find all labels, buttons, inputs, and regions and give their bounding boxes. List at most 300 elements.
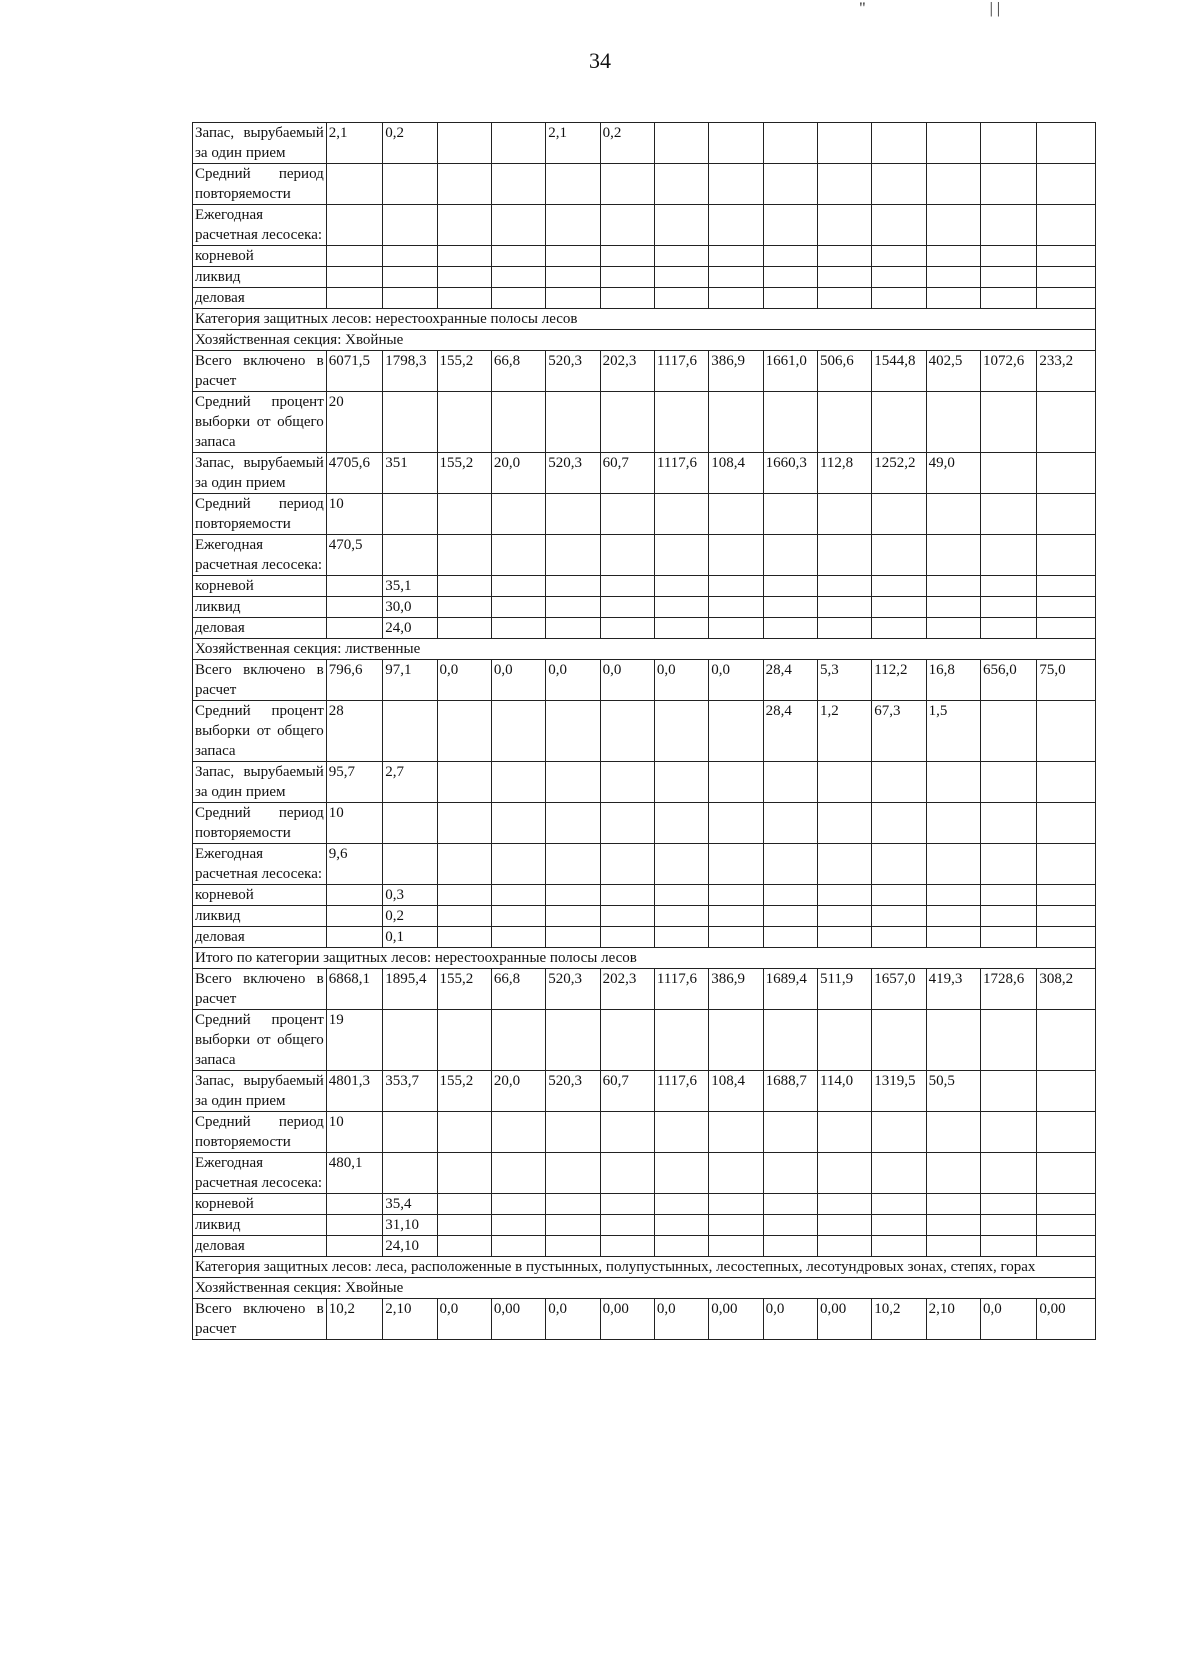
row-label-cell: Средний период повторяемости bbox=[193, 1112, 327, 1153]
value-cell: 155,2 bbox=[437, 1071, 491, 1112]
value-cell bbox=[1037, 885, 1096, 906]
value-cell bbox=[926, 885, 980, 906]
value-cell: 28 bbox=[326, 701, 382, 762]
value-cell bbox=[383, 1153, 437, 1194]
value-cell bbox=[491, 1215, 545, 1236]
value-cell bbox=[872, 1010, 926, 1071]
value-cell: 506,6 bbox=[817, 351, 871, 392]
value-cell: 30,0 bbox=[383, 597, 437, 618]
value-cell bbox=[654, 844, 708, 885]
table-row bbox=[193, 1236, 1096, 1257]
value-cell bbox=[437, 576, 491, 597]
value-cell: 1689,4 bbox=[763, 969, 817, 1010]
value-cell bbox=[600, 246, 654, 267]
table-row bbox=[193, 309, 1096, 330]
value-cell bbox=[600, 906, 654, 927]
value-cell bbox=[1037, 205, 1096, 246]
value-cell bbox=[817, 885, 871, 906]
table-row bbox=[193, 205, 1096, 246]
value-cell bbox=[709, 123, 763, 164]
value-cell bbox=[926, 1194, 980, 1215]
value-cell bbox=[491, 205, 545, 246]
value-cell bbox=[763, 288, 817, 309]
value-cell: 155,2 bbox=[437, 351, 491, 392]
value-cell bbox=[817, 927, 871, 948]
value-cell bbox=[600, 1236, 654, 1257]
value-cell bbox=[926, 844, 980, 885]
value-cell: 60,7 bbox=[600, 1071, 654, 1112]
value-cell bbox=[872, 927, 926, 948]
value-cell bbox=[872, 267, 926, 288]
value-cell: 0,00 bbox=[817, 1299, 871, 1340]
value-cell: 0,0 bbox=[600, 660, 654, 701]
value-cell: 19 bbox=[326, 1010, 382, 1071]
value-cell: 108,4 bbox=[709, 453, 763, 494]
value-cell bbox=[763, 246, 817, 267]
value-cell bbox=[1037, 288, 1096, 309]
value-cell bbox=[817, 597, 871, 618]
value-cell bbox=[654, 1010, 708, 1071]
value-cell bbox=[383, 844, 437, 885]
value-cell: 0,2 bbox=[600, 123, 654, 164]
table-row bbox=[193, 123, 1096, 164]
value-cell: 24,0 bbox=[383, 618, 437, 639]
value-cell: 520,3 bbox=[546, 453, 600, 494]
value-cell bbox=[763, 576, 817, 597]
value-cell: 0,0 bbox=[546, 1299, 600, 1340]
value-cell bbox=[817, 1010, 871, 1071]
value-cell bbox=[709, 597, 763, 618]
value-cell bbox=[326, 164, 382, 205]
value-cell bbox=[980, 885, 1036, 906]
value-cell bbox=[491, 1112, 545, 1153]
row-label-cell: Всего включено в расчет bbox=[193, 969, 327, 1010]
value-cell bbox=[600, 392, 654, 453]
value-cell: 386,9 bbox=[709, 351, 763, 392]
value-cell: 16,8 bbox=[926, 660, 980, 701]
value-cell: 1728,6 bbox=[980, 969, 1036, 1010]
table-row bbox=[193, 844, 1096, 885]
value-cell bbox=[817, 906, 871, 927]
value-cell: 353,7 bbox=[383, 1071, 437, 1112]
table-row bbox=[193, 1153, 1096, 1194]
value-cell bbox=[326, 927, 382, 948]
table-row bbox=[193, 288, 1096, 309]
value-cell: 60,7 bbox=[600, 453, 654, 494]
value-cell bbox=[817, 576, 871, 597]
value-cell bbox=[980, 453, 1036, 494]
value-cell: 114,0 bbox=[817, 1071, 871, 1112]
value-cell bbox=[600, 1153, 654, 1194]
value-cell bbox=[926, 246, 980, 267]
table-row bbox=[193, 1112, 1096, 1153]
value-cell bbox=[546, 288, 600, 309]
value-cell bbox=[1037, 123, 1096, 164]
row-label-cell: Ежегодная расчетная лесосека: bbox=[193, 535, 327, 576]
row-label-cell: Средний период повторяемости bbox=[193, 803, 327, 844]
row-label-cell: Средний период повторяемости bbox=[193, 494, 327, 535]
value-cell bbox=[383, 1010, 437, 1071]
value-cell: 97,1 bbox=[383, 660, 437, 701]
value-cell bbox=[709, 803, 763, 844]
value-cell: 31,10 bbox=[383, 1215, 437, 1236]
value-cell bbox=[491, 762, 545, 803]
row-label-cell: Средний процент выборки от общего запаса bbox=[193, 392, 327, 453]
value-cell: 20,0 bbox=[491, 1071, 545, 1112]
value-cell bbox=[491, 885, 545, 906]
table-row bbox=[193, 639, 1096, 660]
value-cell bbox=[980, 1153, 1036, 1194]
value-cell bbox=[763, 392, 817, 453]
row-label-cell: Ежегодная расчетная лесосека: bbox=[193, 844, 327, 885]
value-cell bbox=[654, 618, 708, 639]
value-cell bbox=[546, 1236, 600, 1257]
value-cell bbox=[980, 1010, 1036, 1071]
value-cell bbox=[817, 618, 871, 639]
value-cell bbox=[709, 844, 763, 885]
value-cell bbox=[1037, 494, 1096, 535]
value-cell bbox=[546, 246, 600, 267]
row-label-cell: корневой bbox=[193, 576, 327, 597]
value-cell bbox=[600, 1215, 654, 1236]
value-cell bbox=[383, 803, 437, 844]
value-cell: 470,5 bbox=[326, 535, 382, 576]
scan-mark-1: " bbox=[859, 0, 866, 17]
value-cell bbox=[326, 906, 382, 927]
value-cell bbox=[654, 267, 708, 288]
value-cell: 1319,5 bbox=[872, 1071, 926, 1112]
row-label-cell: Средний период повторяемости bbox=[193, 164, 327, 205]
value-cell: 1661,0 bbox=[763, 351, 817, 392]
value-cell bbox=[980, 1194, 1036, 1215]
value-cell: 233,2 bbox=[1037, 351, 1096, 392]
value-cell bbox=[654, 392, 708, 453]
value-cell: 1,5 bbox=[926, 701, 980, 762]
value-cell bbox=[817, 1112, 871, 1153]
table-row bbox=[193, 927, 1096, 948]
value-cell bbox=[491, 535, 545, 576]
value-cell bbox=[1037, 1153, 1096, 1194]
value-cell bbox=[546, 267, 600, 288]
value-cell bbox=[654, 1112, 708, 1153]
value-cell bbox=[491, 1010, 545, 1071]
value-cell bbox=[926, 164, 980, 205]
value-cell bbox=[709, 927, 763, 948]
value-cell: 4801,3 bbox=[326, 1071, 382, 1112]
value-cell bbox=[872, 844, 926, 885]
row-label-cell: Запас, вырубаемый за один прием bbox=[193, 762, 327, 803]
value-cell bbox=[980, 494, 1036, 535]
value-cell bbox=[709, 906, 763, 927]
value-cell: 9,6 bbox=[326, 844, 382, 885]
value-cell bbox=[437, 1215, 491, 1236]
value-cell bbox=[1037, 597, 1096, 618]
value-cell bbox=[600, 205, 654, 246]
value-cell: 1117,6 bbox=[654, 969, 708, 1010]
row-label-cell: Всего включено в расчет bbox=[193, 1299, 327, 1340]
value-cell bbox=[546, 1215, 600, 1236]
row-label-cell: Средний процент выборки от общего запаса bbox=[193, 701, 327, 762]
value-cell bbox=[600, 844, 654, 885]
value-cell bbox=[872, 392, 926, 453]
value-cell: 656,0 bbox=[980, 660, 1036, 701]
value-cell bbox=[709, 288, 763, 309]
value-cell bbox=[872, 246, 926, 267]
value-cell: 0,00 bbox=[1037, 1299, 1096, 1340]
value-cell: 0,00 bbox=[600, 1299, 654, 1340]
value-cell: 155,2 bbox=[437, 969, 491, 1010]
value-cell bbox=[872, 885, 926, 906]
value-cell bbox=[980, 576, 1036, 597]
table-row bbox=[193, 535, 1096, 576]
value-cell bbox=[546, 1153, 600, 1194]
value-cell: 0,00 bbox=[709, 1299, 763, 1340]
value-cell bbox=[763, 123, 817, 164]
value-cell bbox=[600, 288, 654, 309]
value-cell bbox=[491, 1236, 545, 1257]
value-cell bbox=[980, 535, 1036, 576]
value-cell bbox=[817, 762, 871, 803]
value-cell bbox=[1037, 1236, 1096, 1257]
value-cell bbox=[326, 246, 382, 267]
value-cell bbox=[709, 392, 763, 453]
value-cell bbox=[546, 701, 600, 762]
value-cell bbox=[709, 701, 763, 762]
value-cell bbox=[980, 1236, 1036, 1257]
value-cell: 67,3 bbox=[872, 701, 926, 762]
value-cell bbox=[600, 494, 654, 535]
row-label-cell: ликвид bbox=[193, 267, 327, 288]
table-row bbox=[193, 948, 1096, 969]
value-cell: 480,1 bbox=[326, 1153, 382, 1194]
value-cell bbox=[763, 1194, 817, 1215]
value-cell bbox=[600, 164, 654, 205]
value-cell: 1798,3 bbox=[383, 351, 437, 392]
value-cell bbox=[872, 618, 926, 639]
value-cell bbox=[872, 1236, 926, 1257]
section-header-cell: Хозяйственная секция: Хвойные bbox=[193, 1278, 1096, 1299]
value-cell bbox=[763, 885, 817, 906]
row-label-cell: ликвид bbox=[193, 906, 327, 927]
value-cell bbox=[600, 762, 654, 803]
value-cell: 0,0 bbox=[763, 1299, 817, 1340]
value-cell bbox=[872, 597, 926, 618]
value-cell bbox=[763, 1153, 817, 1194]
value-cell: 5,3 bbox=[817, 660, 871, 701]
value-cell: 50,5 bbox=[926, 1071, 980, 1112]
value-cell bbox=[872, 123, 926, 164]
row-label-cell: деловая bbox=[193, 288, 327, 309]
value-cell: 511,9 bbox=[817, 969, 871, 1010]
value-cell bbox=[1037, 844, 1096, 885]
value-cell bbox=[491, 246, 545, 267]
value-cell bbox=[926, 205, 980, 246]
value-cell bbox=[926, 1010, 980, 1071]
value-cell bbox=[437, 535, 491, 576]
value-cell bbox=[709, 618, 763, 639]
value-cell bbox=[1037, 618, 1096, 639]
value-cell bbox=[654, 123, 708, 164]
value-cell bbox=[326, 1215, 382, 1236]
table-row bbox=[193, 1257, 1096, 1278]
value-cell: 35,1 bbox=[383, 576, 437, 597]
value-cell bbox=[817, 246, 871, 267]
value-cell bbox=[491, 701, 545, 762]
value-cell bbox=[1037, 246, 1096, 267]
row-label-cell: Всего включено в расчет bbox=[193, 660, 327, 701]
value-cell bbox=[926, 618, 980, 639]
value-cell bbox=[763, 1010, 817, 1071]
value-cell bbox=[437, 288, 491, 309]
value-cell bbox=[872, 576, 926, 597]
value-cell bbox=[437, 392, 491, 453]
value-cell bbox=[654, 288, 708, 309]
value-cell bbox=[437, 618, 491, 639]
table-row bbox=[193, 885, 1096, 906]
value-cell bbox=[546, 535, 600, 576]
value-cell bbox=[980, 1112, 1036, 1153]
value-cell bbox=[654, 701, 708, 762]
value-cell bbox=[546, 1010, 600, 1071]
value-cell bbox=[326, 885, 382, 906]
value-cell bbox=[600, 1010, 654, 1071]
value-cell bbox=[437, 906, 491, 927]
value-cell: 520,3 bbox=[546, 969, 600, 1010]
value-cell: 10,2 bbox=[872, 1299, 926, 1340]
value-cell bbox=[437, 123, 491, 164]
value-cell bbox=[437, 494, 491, 535]
value-cell: 2,1 bbox=[546, 123, 600, 164]
value-cell: 6071,5 bbox=[326, 351, 382, 392]
value-cell bbox=[980, 392, 1036, 453]
table-row bbox=[193, 351, 1096, 392]
row-label-cell: корневой bbox=[193, 885, 327, 906]
value-cell bbox=[654, 494, 708, 535]
value-cell bbox=[763, 844, 817, 885]
scan-mark-2: | | bbox=[989, 0, 1000, 17]
value-cell bbox=[654, 1153, 708, 1194]
value-cell bbox=[491, 927, 545, 948]
value-cell bbox=[491, 123, 545, 164]
value-cell bbox=[437, 205, 491, 246]
value-cell bbox=[1037, 927, 1096, 948]
value-cell bbox=[1037, 1071, 1096, 1112]
value-cell bbox=[546, 205, 600, 246]
value-cell bbox=[437, 1153, 491, 1194]
value-cell bbox=[600, 1194, 654, 1215]
value-cell bbox=[383, 246, 437, 267]
value-cell bbox=[872, 494, 926, 535]
table-row bbox=[193, 1071, 1096, 1112]
value-cell: 28,4 bbox=[763, 701, 817, 762]
value-cell bbox=[872, 1112, 926, 1153]
value-cell bbox=[763, 535, 817, 576]
value-cell bbox=[491, 597, 545, 618]
value-cell: 6868,1 bbox=[326, 969, 382, 1010]
value-cell: 35,4 bbox=[383, 1194, 437, 1215]
value-cell: 796,6 bbox=[326, 660, 382, 701]
value-cell bbox=[926, 803, 980, 844]
value-cell bbox=[600, 618, 654, 639]
value-cell bbox=[817, 1153, 871, 1194]
value-cell bbox=[980, 164, 1036, 205]
value-cell bbox=[491, 803, 545, 844]
value-cell: 0,0 bbox=[654, 1299, 708, 1340]
value-cell: 2,7 bbox=[383, 762, 437, 803]
value-cell bbox=[817, 535, 871, 576]
value-cell bbox=[1037, 1010, 1096, 1071]
value-cell bbox=[980, 844, 1036, 885]
value-cell bbox=[654, 576, 708, 597]
value-cell bbox=[817, 288, 871, 309]
value-cell bbox=[437, 164, 491, 205]
value-cell: 1544,8 bbox=[872, 351, 926, 392]
value-cell bbox=[926, 597, 980, 618]
value-cell: 1688,7 bbox=[763, 1071, 817, 1112]
value-cell bbox=[709, 1215, 763, 1236]
value-cell bbox=[763, 597, 817, 618]
value-cell bbox=[437, 1112, 491, 1153]
value-cell bbox=[763, 1236, 817, 1257]
value-cell bbox=[546, 803, 600, 844]
page-number: 34 bbox=[589, 48, 611, 73]
value-cell bbox=[491, 267, 545, 288]
value-cell bbox=[600, 267, 654, 288]
table-row bbox=[193, 576, 1096, 597]
table-row bbox=[193, 1010, 1096, 1071]
value-cell bbox=[437, 927, 491, 948]
value-cell bbox=[546, 885, 600, 906]
value-cell bbox=[1037, 535, 1096, 576]
value-cell bbox=[326, 1194, 382, 1215]
value-cell bbox=[326, 597, 382, 618]
value-cell bbox=[980, 618, 1036, 639]
value-cell: 1,2 bbox=[817, 701, 871, 762]
row-label-cell: ликвид bbox=[193, 1215, 327, 1236]
value-cell bbox=[709, 1194, 763, 1215]
value-cell bbox=[491, 392, 545, 453]
value-cell bbox=[709, 205, 763, 246]
value-cell bbox=[709, 1153, 763, 1194]
value-cell bbox=[926, 1153, 980, 1194]
row-label-cell: деловая bbox=[193, 1236, 327, 1257]
table-row bbox=[193, 701, 1096, 762]
value-cell bbox=[1037, 1194, 1096, 1215]
value-cell bbox=[546, 906, 600, 927]
value-cell bbox=[763, 164, 817, 205]
value-cell bbox=[763, 927, 817, 948]
value-cell bbox=[326, 618, 382, 639]
value-cell bbox=[980, 1071, 1036, 1112]
value-cell: 520,3 bbox=[546, 1071, 600, 1112]
value-cell bbox=[926, 1236, 980, 1257]
value-cell bbox=[872, 288, 926, 309]
value-cell bbox=[763, 803, 817, 844]
value-cell bbox=[600, 535, 654, 576]
value-cell bbox=[709, 1236, 763, 1257]
value-cell bbox=[817, 392, 871, 453]
value-cell: 0,1 bbox=[383, 927, 437, 948]
value-cell bbox=[654, 535, 708, 576]
value-cell bbox=[980, 205, 1036, 246]
value-cell: 108,4 bbox=[709, 1071, 763, 1112]
row-label-cell: корневой bbox=[193, 246, 327, 267]
value-cell bbox=[546, 164, 600, 205]
value-cell bbox=[926, 906, 980, 927]
value-cell bbox=[926, 267, 980, 288]
value-cell bbox=[763, 906, 817, 927]
value-cell bbox=[926, 288, 980, 309]
